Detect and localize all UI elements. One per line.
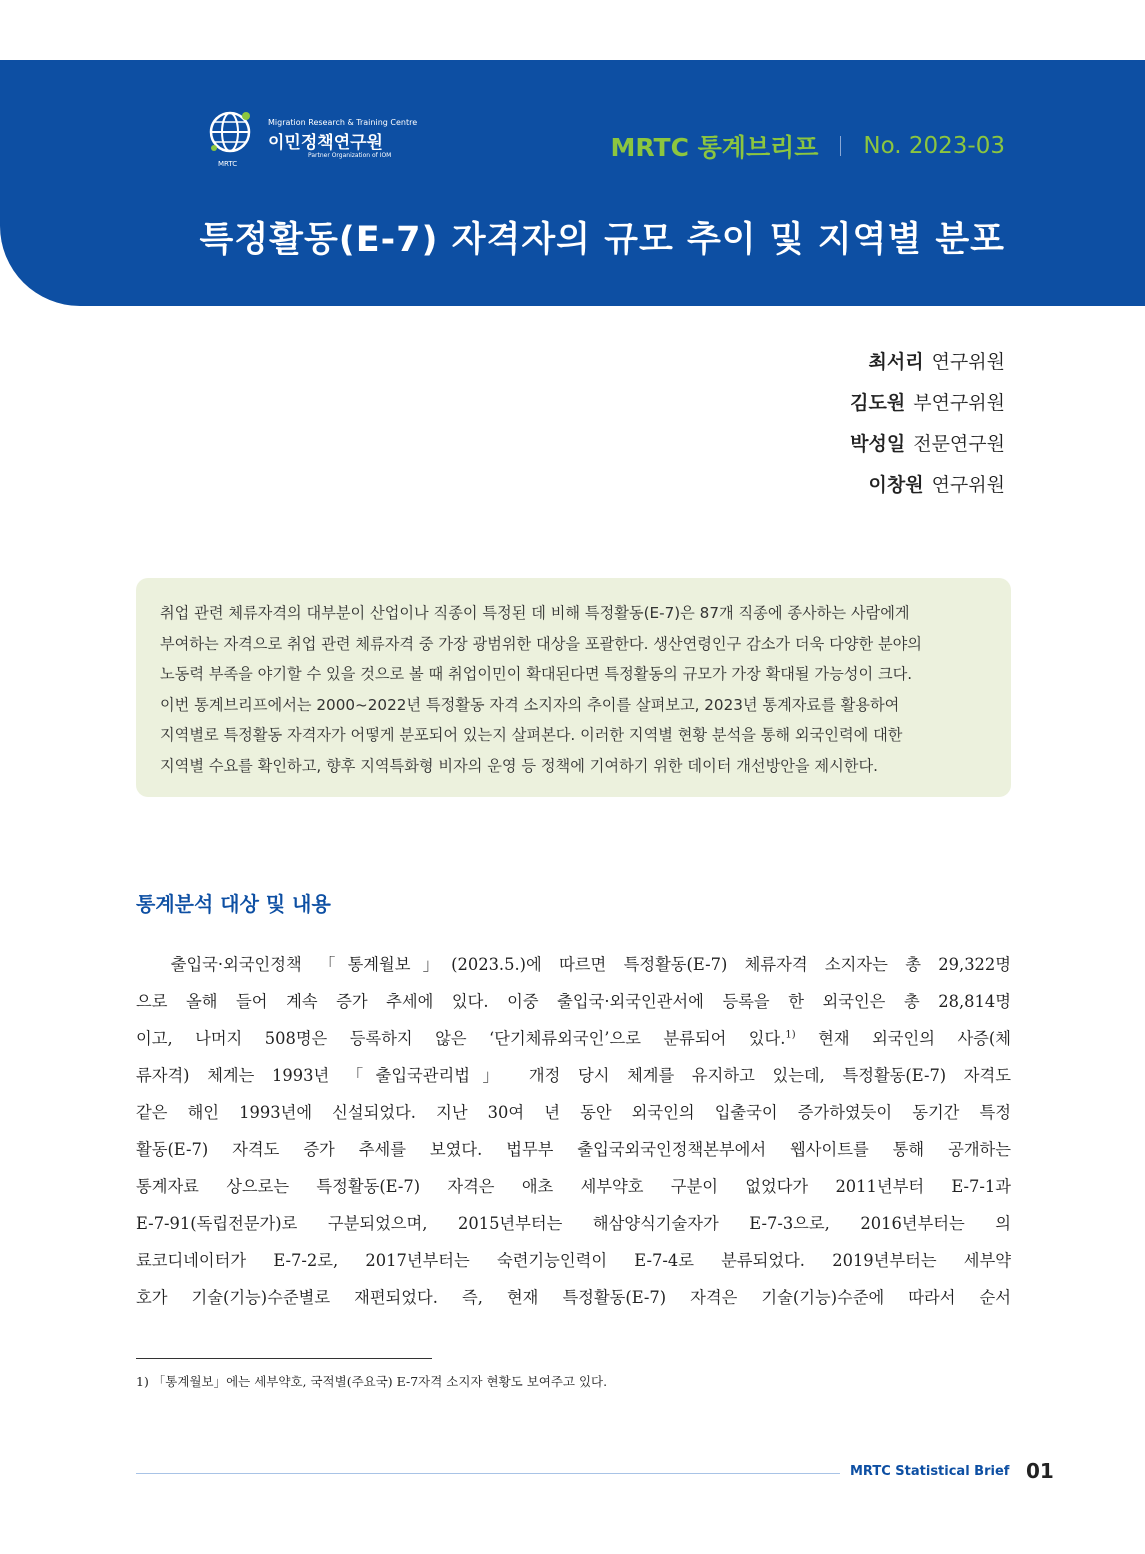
logo-korean-name: 이민정책연구원 [268,133,383,153]
footnote-divider [136,1358,432,1359]
author-role: 부연구위원 [913,392,1005,414]
issue-number: No. 2023-03 [863,133,1005,159]
organization-logo[interactable] [206,108,418,168]
body-line [136,1020,1011,1057]
body-paragraph [136,946,1011,1316]
body-line: 료코디네이터가 E-7-2로, 2017년부터는 숙련기능인력이 E-7-4로 분류되었다. 2019년부터는 세부약 [136,1251,1011,1270]
summary-line: 부여하는 자격으로 취업 관련 체류자격 중 가장 광범위한 대상을 포괄한다. 생산연령인구 감소가 더욱 다양한 분야의 [160,634,922,653]
author-name: 이창원 [868,474,924,496]
author-role: 전문연구원 [913,433,1005,455]
page-title: 특정활동(E-7) 자격자의 규모 추이 및 지역별 분포 [199,220,1005,260]
body-line-text: 현재 외국인의 사증(체 [795,1029,1011,1048]
body-line: 활동(E-7) 자격도 증가 추세를 보였다. 법무부 출입국외국인정책본부에서 웹사이트를 통해 공개하는 [136,1140,1011,1159]
summary-box [136,578,1011,797]
brief-header [611,128,1005,164]
page-number: 01 [1026,1459,1054,1483]
logo-english-name: Migration Research & Training Centre [268,118,418,127]
body-line: 류자격) 체계는 1993년 「출입국관리법」 개정 당시 체계를 유지하고 있는데, 특정활동(E-7) 자격도 [136,1066,1011,1085]
summary-line: 취업 관련 체류자격의 대부분이 산업이나 직종이 특정된 데 비해 특정활동(E-7)은 87개 직종에 종사하는 사람에게 [160,604,910,622]
logo-abbreviation: MRTC [218,160,238,168]
summary-line: 지역별 수요를 확인하고, 향후 지역특화형 비자의 운영 등 정책에 기여하기 위한 데이터 개선방안을 제시한다. [160,756,878,775]
body-line: 통계자료 상으로는 특정활동(E-7) 자격은 애초 세부약호 구분이 없었다가 2011년부터 E-7-1과 [136,1177,1011,1196]
author-entry [850,465,1005,506]
author-list [850,342,1005,506]
author-entry [850,383,1005,424]
summary-line: 지역별로 특정활동 자격자가 어떻게 분포되어 있는지 살펴본다. 이러한 지역별 현황 분석을 통해 외국인력에 대한 [160,726,903,744]
brief-title: MRTC 통계브리프 [610,133,819,162]
body-line: E-7-91(독립전문가)로 구분되었으며, 2015년부터는 해삼양식기술자가 E-7-3으로, 2016년부터는 의 [136,1214,1011,1233]
author-name: 박성일 [850,433,906,455]
summary-line: 노동력 부족을 야기할 수 있을 것으로 볼 때 취업이민이 확대된다면 특정활동의 규모가 가장 확대될 가능성이 크다. [160,665,913,683]
logo-subtitle: Partner Organization of IOM [308,152,392,159]
footer-divider [136,1473,840,1474]
section-title: 통계분석 대상 및 내용 [136,892,331,916]
globe-icon [206,108,256,160]
footnote: 1) 「통계월보」에는 세부약호, 국적별(주요국) E-7자격 소지자 현황도 보여주고 있다. [136,1374,608,1389]
author-role: 연구위원 [931,474,1005,496]
footer-label: MRTC Statistical Brief [850,1464,1010,1479]
author-name: 최서리 [868,351,924,373]
author-entry [850,424,1005,465]
author-name: 김도원 [850,392,906,414]
body-line: 호가 기술(기능)수준별로 재편되었다. 즉, 현재 특정활동(E-7) 자격은 기술(기능)수준에 따라서 순서 [136,1288,1011,1307]
body-line-text: 이고, 나머지 508명은 등록하지 않은 ‘단기체류외국인’으로 분류되어 있다. [136,1029,786,1048]
body-line: 같은 해인 1993년에 신설되었다. 지난 30여 년 동안 외국인의 입출국이 증가하였듯이 동기간 특정 [136,1103,1011,1122]
summary-line: 이번 통계브리프에서는 2000~2022년 특정활동 자격 소지자의 추이를 살펴보고, 2023년 통계자료를 활용하여 [160,695,900,714]
body-line: 으로 올해 들어 계속 증가 추세에 있다. 이중 출입국·외국인관서에 등록을 한 외국인은 총 28,814명 [136,992,1011,1011]
footnote-reference[interactable]: 1) [785,1029,796,1041]
divider [840,136,841,156]
header-band [0,60,1145,306]
author-entry [850,342,1005,383]
body-line: 출입국·외국인정책 「통계월보」(2023.5.)에 따르면 특정활동(E-7) 체류자격 소지자는 총 29,322명 [136,955,1011,974]
author-role: 연구위원 [931,351,1005,373]
